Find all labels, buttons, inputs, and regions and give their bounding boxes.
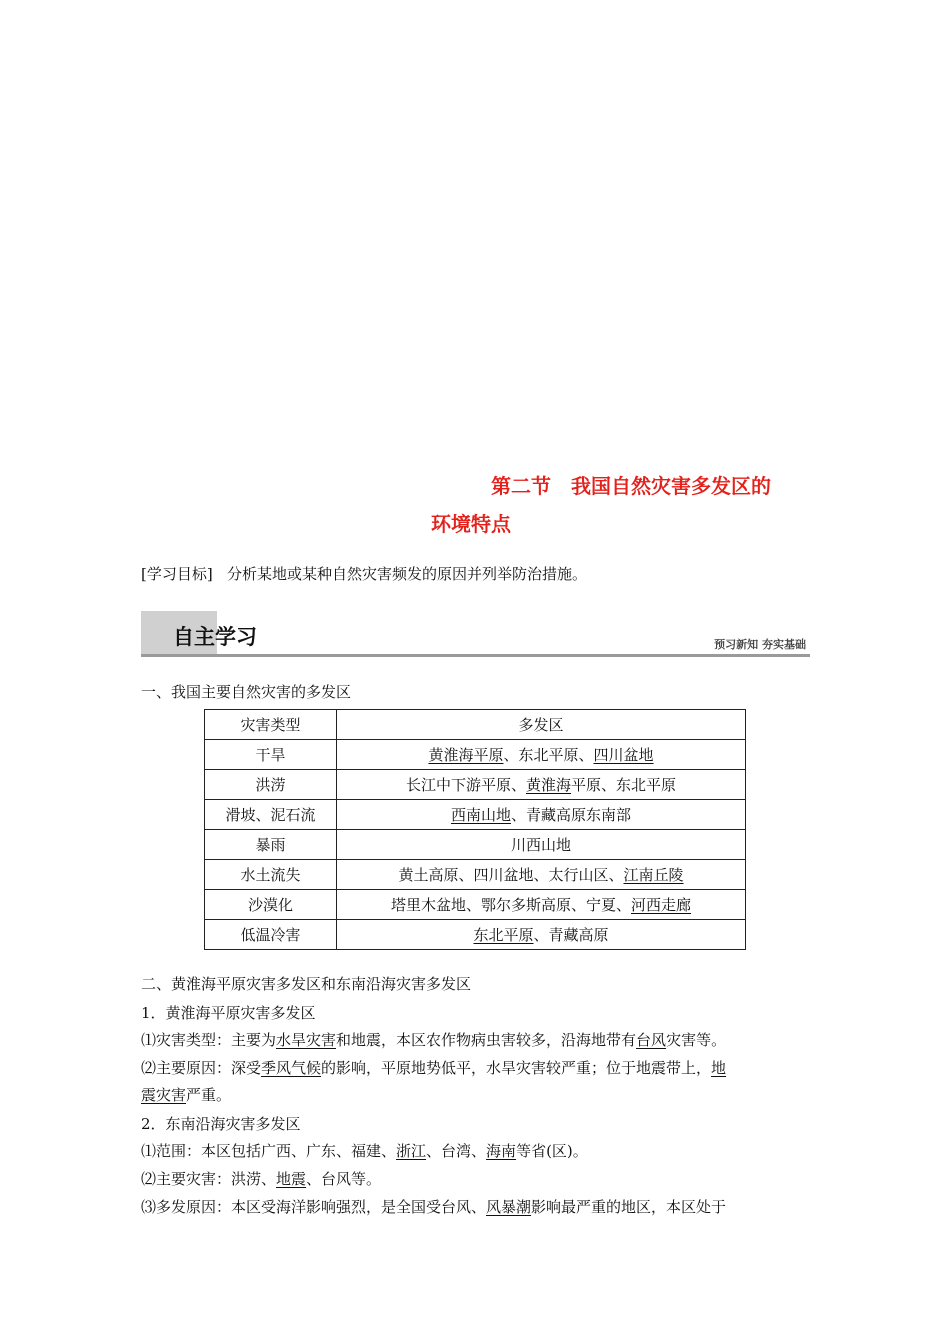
- text-fragment: 、台风等。: [306, 1170, 382, 1188]
- disaster-type-cell: 水土流失: [205, 860, 337, 890]
- text-fragment: 川西山地: [510, 836, 571, 854]
- region-cell: [337, 920, 746, 950]
- text-fragment: 平原、东北平原: [571, 776, 677, 794]
- text-fragment: 、台湾、: [426, 1142, 487, 1160]
- underlined-answer: 震灾害: [141, 1086, 187, 1104]
- text-fragment: 长江中下游平原、: [405, 776, 526, 794]
- underlined-answer: 风暴潮: [486, 1198, 532, 1216]
- underlined-answer: 浙江: [396, 1142, 427, 1160]
- subsection1-heading: 1．黄淮海平原灾害多发区: [141, 1004, 316, 1022]
- underlined-answer: 地震: [276, 1170, 307, 1188]
- table-row: [205, 860, 746, 890]
- header-region: 多发区: [337, 710, 746, 740]
- paragraph-main-causes-cont: [141, 1084, 231, 1105]
- region-cell: [337, 800, 746, 830]
- learning-goal: [141, 563, 587, 584]
- region-cell: [337, 860, 746, 890]
- disaster-type-cell: 洪涝: [205, 770, 337, 800]
- underlined-answer: 河西走廊: [631, 896, 692, 914]
- paragraph-scope: [141, 1140, 588, 1161]
- underlined-answer: 海南: [486, 1142, 517, 1160]
- table-row: [205, 770, 746, 800]
- disaster-type-cell: 低温冷害: [205, 920, 337, 950]
- underlined-answer: 黄淮海平原: [428, 746, 504, 764]
- region-cell: [337, 830, 746, 860]
- underlined-answer: 四川盆地: [593, 746, 654, 764]
- underlined-answer: 东北平原: [473, 926, 534, 944]
- text-fragment: 灾害等。: [666, 1031, 727, 1049]
- table-row: [205, 800, 746, 830]
- paragraph-main-causes: [141, 1057, 726, 1078]
- underlined-answer: 地: [711, 1059, 727, 1077]
- paragraph-causes: [141, 1196, 726, 1217]
- learning-goal-label: [学习目标]: [141, 565, 213, 583]
- text-fragment: 、东北平原、: [503, 746, 594, 764]
- paragraph-disaster-types: [141, 1029, 726, 1050]
- section-title-line1: 第二节 我国自然灾害多发区的: [491, 474, 771, 498]
- text-fragment: 、青藏高原东南部: [511, 806, 632, 824]
- table-row: [205, 890, 746, 920]
- text-fragment: 和地震，本区农作物病虫害较多，沿海地带有: [336, 1031, 637, 1049]
- section1-heading: 一、我国主要自然灾害的多发区: [141, 683, 352, 701]
- text-fragment: ⑴灾害类型：主要为: [141, 1031, 277, 1049]
- underlined-answer: 水旱灾害: [276, 1031, 337, 1049]
- underlined-answer: 江南丘陵: [623, 866, 684, 884]
- banner-rule: [141, 654, 810, 657]
- text-fragment: 严重。: [186, 1086, 232, 1104]
- disaster-type-cell: 滑坡、泥石流: [205, 800, 337, 830]
- text-fragment: ⑴范围：本区包括广西、广东、福建、: [141, 1142, 397, 1160]
- table-row: [205, 830, 746, 860]
- region-cell: [337, 770, 746, 800]
- text-fragment: 塔里木盆地、鄂尔多斯高原、宁夏、: [390, 896, 631, 914]
- underlined-answer: 西南山地: [450, 806, 511, 824]
- banner-subtitle: 预习新知 夯实基础: [714, 638, 806, 651]
- text-fragment: 、青藏高原: [533, 926, 609, 944]
- disaster-type-cell: 暴雨: [205, 830, 337, 860]
- underlined-answer: 黄淮海: [525, 776, 571, 794]
- text-fragment: ⑶多发原因：本区受海洋影响强烈，是全国受台风、: [141, 1198, 487, 1216]
- disaster-table: [204, 709, 746, 950]
- subsection2-heading: 2．东南沿海灾害多发区: [141, 1115, 301, 1133]
- banner-title: 自主学习: [173, 625, 257, 649]
- underlined-answer: 台风: [636, 1031, 667, 1049]
- header-type: 灾害类型: [205, 710, 337, 740]
- text-fragment: 等省(区)。: [516, 1142, 588, 1160]
- underlined-answer: 季风气候: [261, 1059, 322, 1077]
- text-fragment: ⑵主要灾害：洪涝、: [141, 1170, 277, 1188]
- text-fragment: ⑵主要原因：深受: [141, 1059, 262, 1077]
- learning-goal-text: 分析某地或某种自然灾害频发的原因并列举防治措施。: [227, 565, 588, 583]
- table-row: [205, 920, 746, 950]
- disaster-type-cell: 沙漠化: [205, 890, 337, 920]
- text-fragment: 的影响，平原地势低平，水旱灾害较严重；位于地震带上，: [321, 1059, 712, 1077]
- self-study-banner: [141, 611, 810, 657]
- disaster-type-cell: 干旱: [205, 740, 337, 770]
- region-cell: [337, 890, 746, 920]
- table-header-row: [205, 710, 746, 740]
- region-cell: [337, 740, 746, 770]
- text-fragment: 影响最严重的地区，本区处于: [531, 1198, 727, 1216]
- paragraph-main-disasters: [141, 1168, 381, 1189]
- section-title-line2: 环境特点: [431, 512, 511, 536]
- table-row: [205, 740, 746, 770]
- section2-heading: 二、黄淮海平原灾害多发区和东南沿海灾害多发区: [141, 975, 472, 993]
- text-fragment: 黄土高原、四川盆地、太行山区、: [398, 866, 624, 884]
